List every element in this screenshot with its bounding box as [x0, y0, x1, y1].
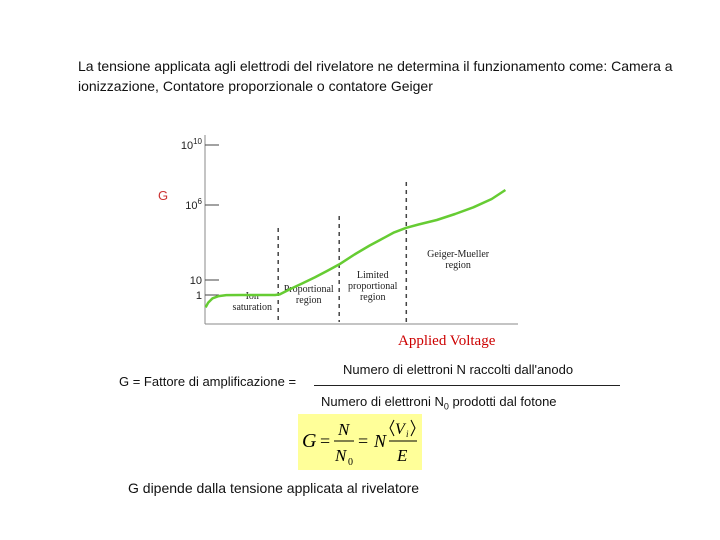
- fraction-line: [314, 385, 620, 386]
- formula-label: G = Fattore di amplificazione =: [119, 374, 297, 389]
- eq-equals-1: =: [320, 431, 331, 451]
- eq-E: E: [397, 446, 408, 465]
- eq-N: N: [374, 431, 387, 451]
- region-label-0: Ion saturation: [232, 291, 272, 313]
- eq-equals-2: =: [358, 431, 369, 451]
- formula-denominator: [321, 394, 557, 412]
- y-tick-label-0: 1: [195, 290, 202, 302]
- intro-text: La tensione applicata agli elettrodi del rivelatore ne determina il funzionamento come: Camera a ionizzazione, Contatore proporzionale o contatore Geiger: [78, 58, 673, 94]
- denominator-main: Numero di elettroni N: [321, 394, 444, 409]
- eq-N0: N: [335, 446, 347, 465]
- eq-N-num: N: [338, 420, 350, 439]
- region-label-2: Limited proportional region: [348, 270, 398, 303]
- region-label-1: Proportional region: [283, 284, 334, 306]
- y-tick-label-1: 10: [189, 275, 202, 287]
- y-tick-label-3: $10^{10}$: [180, 137, 202, 152]
- eq-N0-sub: 0: [348, 457, 353, 468]
- formula-numerator: Numero di elettroni N raccolti dall'anodo: [343, 362, 574, 377]
- eq-angle-left: [390, 420, 394, 436]
- eq-V: V: [395, 421, 405, 438]
- eq-G: G: [302, 430, 317, 452]
- region-label-3: Geiger-Mueller region: [427, 249, 490, 271]
- eq-angle-right: [411, 420, 415, 436]
- y-axis-label: G: [158, 188, 169, 203]
- footer-text: G dipende dalla tensione applicata al rivelatore: [128, 480, 420, 496]
- denominator-subscript: 0: [443, 401, 449, 412]
- denominator-rest: prodotti dal fotone: [448, 394, 557, 409]
- eq-V-sub: i: [406, 429, 409, 439]
- equation-box: [298, 414, 422, 470]
- x-axis-label: Applied Voltage: [398, 333, 496, 349]
- equation-graphic: [298, 414, 422, 470]
- y-tick-label-2: $10^6$: [185, 197, 202, 212]
